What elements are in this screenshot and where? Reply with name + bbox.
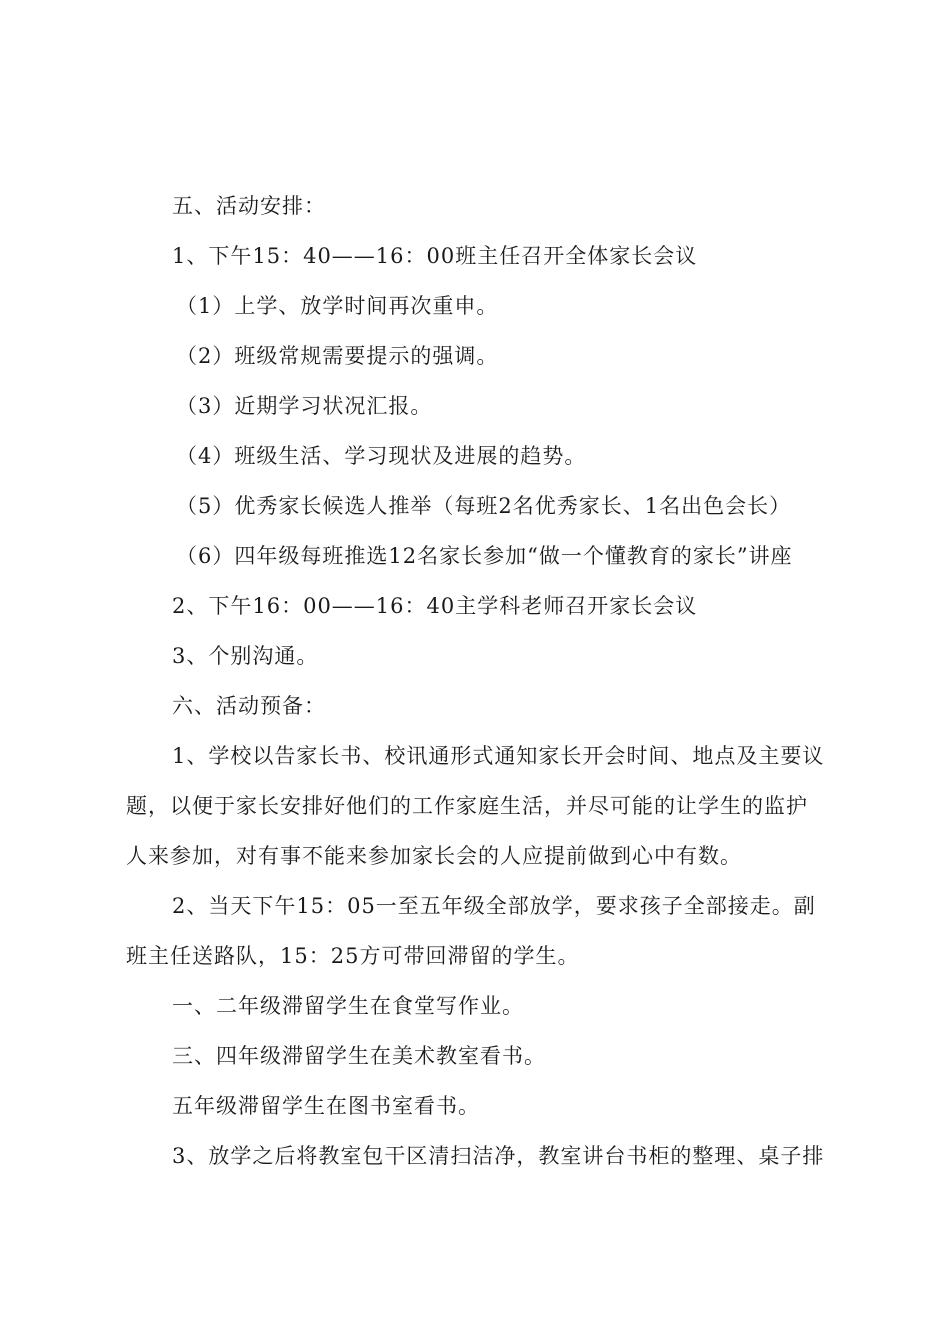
sub-item-6: （6）四年级每班推选12名家长参加“做一个懂教育的家长”讲座 [176, 544, 793, 568]
sub-item-1: （1）上学、放学时间再次重申。 [176, 294, 499, 318]
preparation-item-1-line-1: 1、学校以告家长书、校讯通形式通知家长开会时间、地点及主要议 [172, 744, 825, 768]
grade-1-2-arrangement: 一、二年级滞留学生在食堂写作业。 [172, 994, 524, 1018]
sub-item-3: （3）近期学习状况汇报。 [176, 394, 433, 418]
sub-item-4: （4）班级生活、学习现状及进展的趋势。 [176, 444, 587, 468]
sub-item-5: （5）优秀家长候选人推举（每班2名优秀家长、1名出色会长） [176, 494, 792, 518]
preparation-item-1-line-3: 人来参加，对有事不能来参加家长会的人应提前做到心中有数。 [126, 844, 742, 868]
schedule-item-3: 3、个别沟通。 [172, 644, 319, 668]
grade-5-arrangement: 五年级滞留学生在图书室看书。 [172, 1094, 480, 1118]
preparation-item-1-line-2: 题，以便于家长安排好他们的工作家庭生活，并尽可能的让学生的监护 [126, 794, 808, 818]
preparation-item-2-line-1: 2、当天下午15：05一至五年级全部放学，要求孩子全部接走。副 [172, 894, 816, 918]
sub-item-2: （2）班级常规需要提示的强调。 [176, 344, 499, 368]
grade-3-4-arrangement: 三、四年级滞留学生在美术教室看书。 [172, 1044, 546, 1068]
preparation-item-3-line-1: 3、放学之后将教室包干区清扫洁净，教室讲台书柜的整理、桌子排 [172, 1144, 825, 1168]
schedule-item-2: 2、下午16：00——16：40主学科老师召开家长会议 [172, 594, 698, 618]
preparation-item-2-line-2: 班主任送路队，15：25方可带回滞留的学生。 [126, 944, 580, 968]
section-heading-preparation: 六、活动预备： [172, 694, 326, 718]
schedule-item-1: 1、下午15：40——16：00班主任召开全体家长会议 [172, 244, 698, 268]
section-heading-activity-schedule: 五、活动安排： [172, 194, 326, 218]
